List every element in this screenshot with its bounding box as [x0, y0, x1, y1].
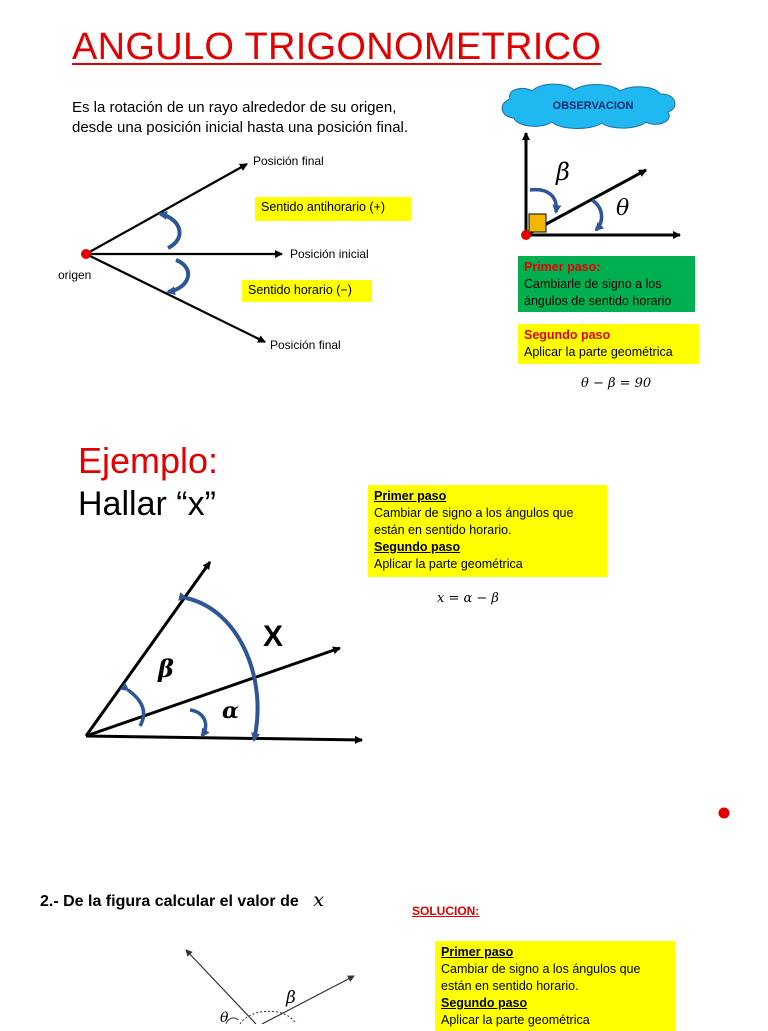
- box-horario: Sentido horario (−): [242, 280, 372, 302]
- origin-dot: [81, 249, 91, 259]
- label-origin: origen: [58, 268, 92, 282]
- ejemplo-x-label: X: [263, 620, 284, 653]
- segundo-paso-text: Aplicar la parte geométrica: [524, 345, 673, 359]
- problema2-statement: [40, 889, 324, 911]
- ejemplo-subheading: Hallar “x”: [78, 485, 216, 523]
- red-dot: [719, 808, 730, 819]
- p2-ray-right: [262, 976, 354, 1024]
- arc-horario-icon: [168, 260, 188, 292]
- ejemplo-ray-middle: [86, 648, 340, 736]
- ej-segundo-paso-title: Segundo paso: [374, 540, 461, 554]
- label-final-top: Posición final: [253, 154, 324, 168]
- p2-primer-paso-line1: Cambiar de signo a los ángulos que: [441, 962, 641, 976]
- ej-primer-paso-title: Primer paso: [374, 489, 447, 503]
- primer-paso-line2: ángulos de sentido horario: [524, 294, 672, 308]
- problema2-diagram: [186, 950, 354, 1024]
- box-segundo-paso: [518, 324, 699, 364]
- ejemplo-heading: Ejemplo:: [78, 440, 219, 481]
- observacion-diagram: [521, 133, 680, 240]
- intro-line-2: desde una posición inicial hasta una posición final.: [72, 119, 409, 136]
- ejemplo-equation: x = α − β: [437, 591, 499, 606]
- ejemplo-ray-lower: [86, 736, 362, 740]
- obs-equation: θ − β = 90: [581, 376, 652, 391]
- ejemplo-alpha-label: α: [222, 698, 239, 724]
- ray-final-top: [86, 164, 247, 254]
- primer-paso-title: Primer paso:: [524, 260, 601, 274]
- ej-segundo-paso-text: Aplicar la parte geométrica: [374, 557, 523, 571]
- diagram-rays: [81, 164, 282, 342]
- primer-paso-line1: Cambiarle de signo a los: [524, 277, 662, 291]
- ejemplo-beta-label: β: [158, 654, 174, 683]
- observacion-label: OBSERVACION: [552, 100, 634, 112]
- ej-primer-paso-line1: Cambiar de signo a los ángulos que: [374, 506, 574, 520]
- beta-arc-icon: [530, 190, 556, 212]
- ray-final-bottom: [86, 254, 265, 342]
- box-antihorario: Sentido antihorario (+): [255, 197, 411, 221]
- problema2-var: x: [313, 889, 324, 911]
- obs-origin-dot: [521, 230, 531, 240]
- label-initial: Posición inicial: [290, 247, 369, 261]
- alpha-small-arc-icon: [190, 710, 206, 736]
- p2-segundo-paso-title: Segundo paso: [441, 996, 528, 1010]
- intro-text: [72, 98, 408, 138]
- problema2-number-text: 2.- De la figura calcular el valor de: [40, 893, 299, 910]
- theta-arc-icon: [592, 200, 602, 230]
- page-title: ANGULO TRIGONOMETRICO: [72, 26, 602, 68]
- obs-theta-label: θ: [616, 196, 630, 221]
- problema2-steps-box: [435, 941, 675, 1031]
- solucion-label: SOLUCION:: [412, 904, 480, 918]
- ej-primer-paso-line2: están en sentido horario.: [374, 523, 512, 537]
- p2-segundo-paso-text: Aplicar la parte geométrica: [441, 1013, 590, 1027]
- arc-antihorario-icon: [160, 214, 180, 248]
- p2-primer-paso-title: Primer paso: [441, 945, 514, 959]
- label-final-bottom: Posición final: [270, 338, 341, 352]
- segundo-paso-title: Segundo paso: [524, 328, 611, 342]
- p2-theta-label: θ: [220, 1010, 229, 1026]
- box-primer-paso: [518, 256, 695, 312]
- ejemplo-steps-box: [368, 485, 607, 577]
- p2-arc-icon: [240, 1011, 296, 1024]
- intro-line-1: Es la rotación de un rayo alrededor de su origen,: [72, 99, 397, 116]
- right-angle-square: [529, 214, 546, 232]
- obs-beta-label: β: [556, 158, 570, 186]
- p2-beta-label: β: [286, 988, 296, 1008]
- p2-primer-paso-line2: están en sentido horario.: [441, 979, 579, 993]
